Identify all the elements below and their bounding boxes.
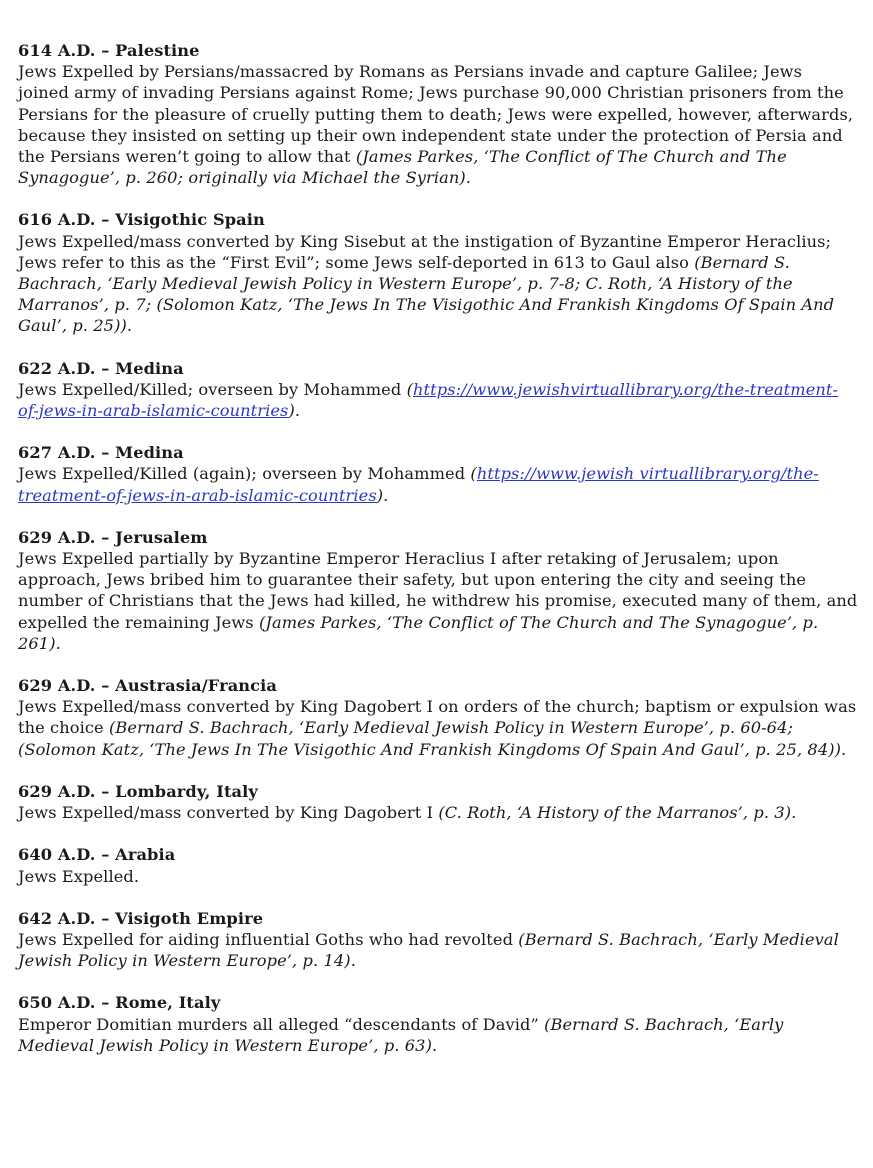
entry-text: Emperor Domitian murders all alleged “descendants of David” [18,1014,545,1034]
entry-body [18,379,858,421]
entry-text: Jews Expelled/mass converted by King Dagobert I [18,803,439,823]
entry-body [18,696,858,760]
entry-text: Jews Expelled/mass converted by King Dagobert I on orders of the church; baptism or expulsion was the choice [18,697,857,738]
entry-heading: 627 A.D. – Medina [18,443,184,463]
entry-body [18,463,858,505]
entry-citation: (James Parkes, ‘The Conflict of The Church and The Synagogue’, p. 260; originally via Michael the Syrian). [18,147,787,188]
entry-heading: 614 A.D. – Palestine [18,41,200,60]
entry-text: Jews Expelled/Killed; overseen by Mohammed [18,379,407,399]
entry-citation-open: ( [470,464,477,484]
entry-heading: 650 A.D. – Rome, Italy [18,993,221,1013]
entry-text: Jews Expelled/mass converted by King Sisebut at the instigation of Byzantine Emperor Heraclius; Jews refer to this as the “First Evil”; some Jews self-deported in 613 to Gaul also [18,231,832,272]
entry-body [18,548,858,654]
entry-citation: (Bernard S. Bachrach, ‘Early Medieval Jewish Policy in Western Europe’, p. 14). [18,929,839,971]
entry-citation-close: ). [288,401,301,421]
entry-heading: 640 A.D. – Arabia [18,845,176,865]
citation-link[interactable]: https://www.jewish virtuallibrary.org/the-treatment-of-jews-in-arab-islamic-countries [18,464,819,505]
entry-627-medina [18,442,858,506]
entry-622-medina [18,358,858,422]
entry-citation-open: ( [406,379,413,399]
entry-body [18,231,858,337]
document-page [18,40,858,1077]
entry-616-visigothic-spain [18,209,858,336]
entry-citation: (James Parkes, ‘The Conflict of The Church and The Synagogue’, p. 261). [18,612,819,653]
entry-citation: (Bernard S. Bachrach, ‘Early Medieval Jewish Policy in Western Europe’, p. 7-8; C. Roth, ‘A History of the Marranos’, p. 7; (Solomon Katz, ‘The Jews In The Visigothic And Frankish Kingdoms Of Spain And Gaul’, p. 25)). [18,252,835,336]
entry-text: Jews Expelled partially by Byzantine Emperor Heraclius I after retaking of Jerusalem; upon approach, Jews bribed him to guarantee their safety, but upon entering the city and seeing the number of Christians that the Jews had killed, he withdrew his promise, executed many of them, and expelled the remaining Jews [18,549,858,632]
entry-body [18,1014,858,1056]
entry-heading: 629 A.D. – Austrasia/Francia [18,676,277,696]
entry-642-visigoth-empire [18,908,858,972]
entry-body [18,61,858,188]
entry-citation-close: ). [376,485,389,505]
entry-body [18,866,858,887]
entry-text: Jews Expelled. [18,866,140,886]
entry-heading: 629 A.D. – Jerusalem [18,527,208,547]
entry-body [18,929,858,971]
entry-text: Jews Expelled/Killed (again); overseen by Mohammed [18,464,471,484]
entry-629-lombardy-italy [18,781,858,823]
entry-body [18,802,858,823]
entry-heading: 629 A.D. – Lombardy, Italy [18,781,258,801]
entry-heading: 642 A.D. – Visigoth Empire [18,908,264,928]
citation-link[interactable]: https://www.jewishvirtuallibrary.org/the-treatment-of-jews-in-arab-islamic-countries [18,379,839,421]
entry-citation: (Bernard S. Bachrach, ‘Early Medieval Jewish Policy in Western Europe’, p. 63). [18,1014,784,1055]
entry-650-rome-italy [18,992,858,1056]
entry-heading: 616 A.D. – Visigothic Spain [18,210,265,230]
entry-629-austrasia-francia [18,675,858,760]
entry-629-jerusalem [18,527,858,654]
entry-citation: (Bernard S. Bachrach, ‘Early Medieval Jewish Policy in Western Europe’, p. 60-64; (Solomon Katz, ‘The Jews In The Visigothic And Frankish Kingdoms Of Spain And Gaul’, p. 25, 84)). [18,718,847,759]
entry-heading: 622 A.D. – Medina [18,358,184,378]
entry-640-arabia [18,844,858,886]
entry-citation: (C. Roth, ‘A History of the Marranos’, p. 3). [438,803,797,823]
entry-614-palestine [18,40,858,188]
entry-text: Jews Expelled for aiding influential Goths who had revolted [18,929,519,949]
entry-text: Jews Expelled by Persians/massacred by Romans as Persians invade and capture Galilee; Jews joined army of invading Persians against Rome; Jews purchase 90,000 Christian prisoners from the Persians for the pleasure of cruelly putting them to death; Jews were expelled, however, afterwards, because they insisted on setting up their own independent state under the protection of Persia and the Persians weren’t going to allow that [18,62,854,167]
